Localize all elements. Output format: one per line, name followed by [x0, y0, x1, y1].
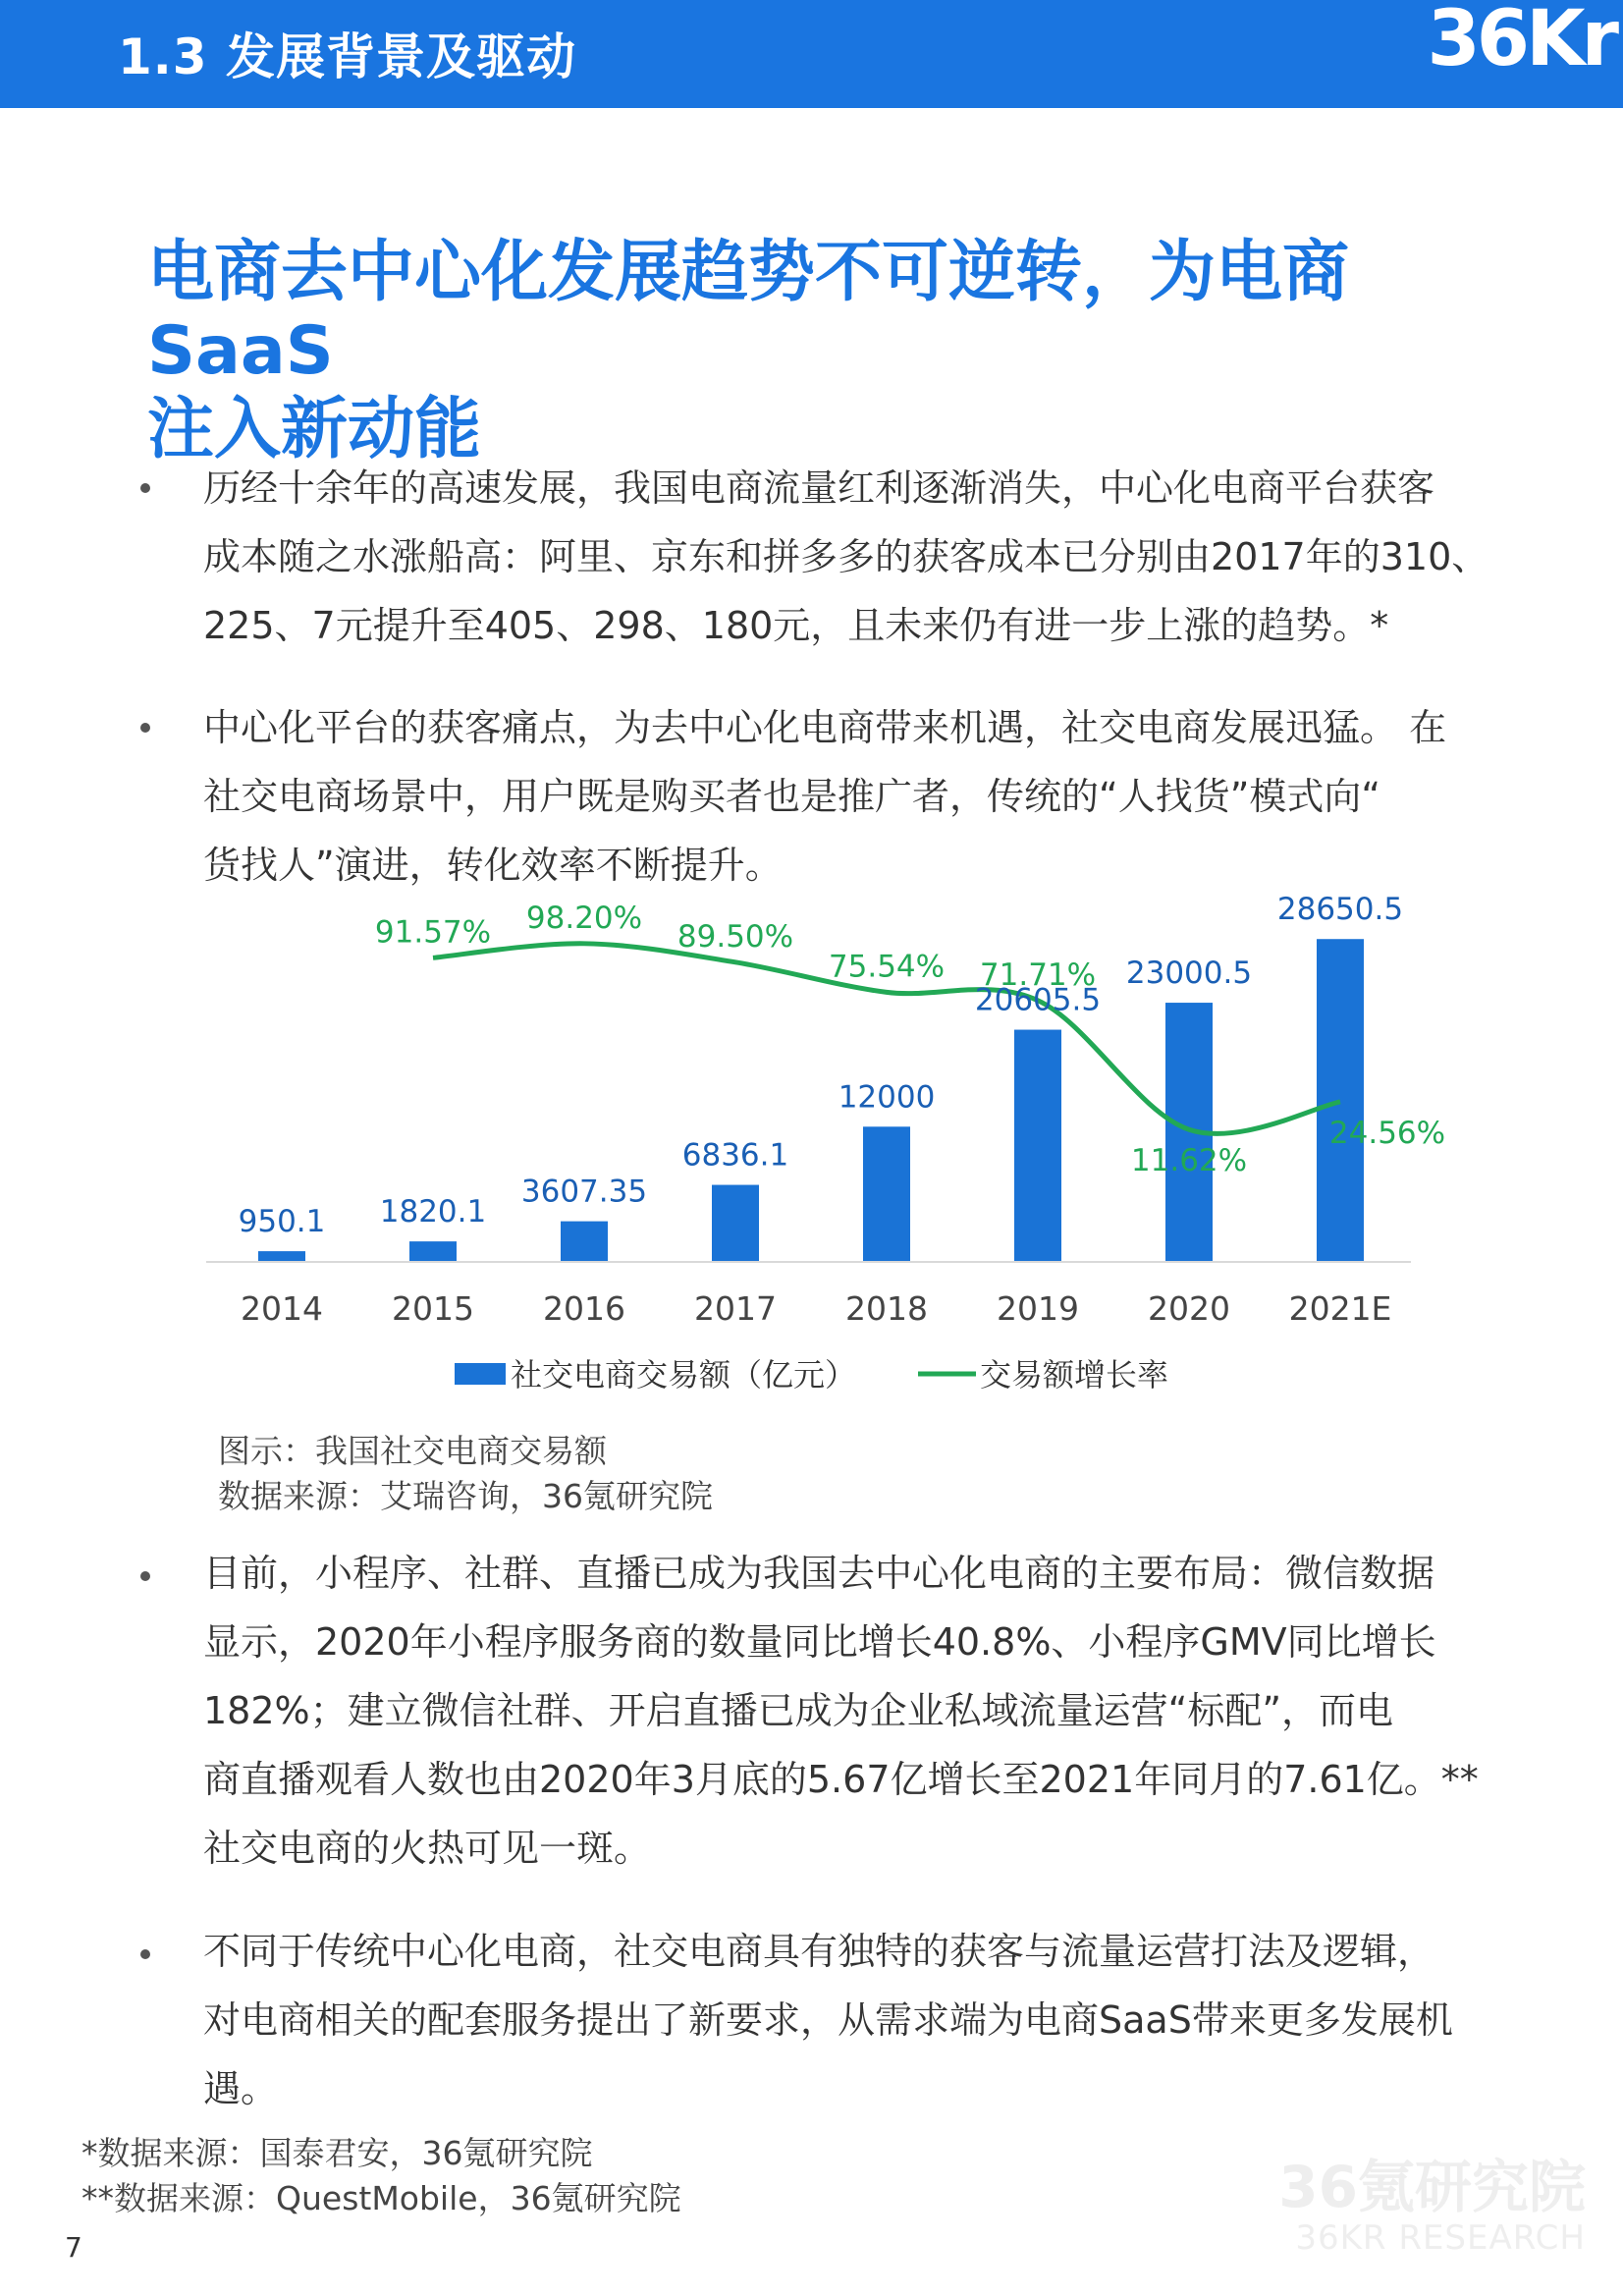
x-tick-label: 2018 — [845, 1289, 928, 1328]
social-ecommerce-chart — [177, 892, 1453, 1409]
paragraph-line: 不同于传统中心化电商，社交电商具有独特的获客与流量运营打法及逻辑， — [203, 1930, 1435, 1973]
bullet-paragraph-2 — [203, 693, 1509, 900]
x-tick-label: 2016 — [543, 1289, 625, 1328]
watermark-line-1: 36氪研究院 — [1278, 2154, 1586, 2220]
bar-value-label: 23000.5 — [1125, 956, 1253, 992]
bullet-paragraph-1 — [203, 454, 1509, 660]
legend-bar-label: 社交电商交易额（亿元） — [511, 1356, 857, 1394]
footnote-2: **数据来源：QuestMobile，36氪研究院 — [81, 2179, 681, 2217]
paragraph-line: 历经十余年的高速发展，我国电商流量红利逐渐消失，中心化电商平台获客 — [203, 466, 1435, 510]
bar-2014 — [258, 1251, 305, 1262]
growth-rate-label: 71.71% — [979, 957, 1097, 993]
chart-caption-title: 图示：我国社交电商交易额 — [218, 1432, 607, 1470]
growth-rate-label: 24.56% — [1328, 1115, 1446, 1151]
bar-value-label: 950.1 — [238, 1204, 326, 1240]
section-title: 1.3 发展背景及驱动 — [118, 28, 576, 85]
growth-rate-label: 11.62% — [1130, 1143, 1248, 1179]
paragraph-line: 225、7元提升至405、298、180元，且未来仍有进一步上涨的趋势。* — [203, 604, 1389, 647]
x-tick-label: 2021E — [1288, 1289, 1392, 1328]
bar-2015 — [409, 1241, 457, 1262]
chart-caption — [218, 1429, 713, 1519]
bar-2018 — [863, 1126, 910, 1262]
bar-value-label: 12000 — [838, 1079, 936, 1116]
paragraph-line: 显示，2020年小程序服务商的数量同比增长40.8%、小程序GMV同比增长 — [203, 1620, 1436, 1664]
brand-logo: 36Kr — [1427, 0, 1615, 83]
bar-value-label: 28650.5 — [1276, 892, 1404, 928]
growth-rate-label: 75.54% — [828, 949, 946, 985]
growth-rate-label: 91.57% — [374, 914, 492, 951]
bar-value-label: 20605.5 — [974, 982, 1102, 1018]
paragraph-line: 社交电商场景中，用户既是购买者也是推广者，传统的“人找货”模式向“ — [203, 775, 1381, 818]
watermark-line-2: 36KR RESEARCH — [1295, 2218, 1586, 2258]
bullet-paragraph-4 — [203, 1917, 1509, 2123]
chart-caption-source: 数据来源：艾瑞咨询，36氪研究院 — [218, 1477, 713, 1515]
x-tick-label: 2017 — [694, 1289, 777, 1328]
paragraph-line: 对电商相关的配套服务提出了新要求，从需求端为电商SaaS带来更多发展机 — [203, 1998, 1453, 2042]
paragraph-line: 遇。 — [203, 2067, 279, 2110]
bar-2016 — [561, 1222, 608, 1262]
paragraph-line: 成本随之水涨船高：阿里、京东和拼多多的获客成本已分别由2017年的310、 — [203, 535, 1489, 578]
paragraph-line: 182%；建立微信社群、开启直播已成为企业私域流量运营“标配”，而电 — [203, 1689, 1394, 1732]
bar-2019 — [1014, 1030, 1061, 1262]
bar-value-label: 1820.1 — [379, 1194, 487, 1230]
paragraph-line: 中心化平台的获客痛点，为去中心化电商带来机遇，社交电商发展迅猛。 在 — [203, 706, 1447, 749]
bullet-dot — [140, 1571, 150, 1581]
page-title-line-2: 注入新动能 — [147, 391, 482, 468]
bullet-paragraph-3 — [203, 1539, 1509, 1883]
page-title-line-1: 电商去中心化发展趋势不可逆转，为电商SaaS — [147, 234, 1350, 390]
watermark — [1278, 2156, 1586, 2258]
paragraph-line: 货找人”演进，转化效率不断提升。 — [203, 844, 783, 887]
paragraph-line: 目前，小程序、社群、直播已成为我国去中心化电商的主要布局：微信数据 — [203, 1552, 1435, 1595]
growth-rate-label: 89.50% — [676, 918, 794, 955]
paragraph-line: 商直播观看人数也由2020年3月底的5.67亿增长至2021年同月的7.61亿。** — [203, 1758, 1479, 1801]
bar-value-label: 3607.35 — [520, 1174, 648, 1210]
footnotes — [81, 2131, 681, 2221]
page-number: 7 — [65, 2231, 82, 2264]
bullet-dot — [140, 1949, 150, 1959]
paragraph-line: 社交电商的火热可见一斑。 — [203, 1827, 652, 1870]
x-ticks-layer — [241, 1289, 1391, 1328]
bar-2017 — [712, 1185, 759, 1262]
page-title — [147, 234, 1522, 469]
footnote-1: *数据来源：国泰君安，36氪研究院 — [81, 2134, 593, 2172]
bullet-dot — [140, 483, 150, 493]
x-tick-label: 2014 — [241, 1289, 323, 1328]
x-tick-label: 2019 — [997, 1289, 1079, 1328]
bar-2021E — [1317, 939, 1364, 1262]
bar-value-label: 6836.1 — [681, 1137, 789, 1174]
x-tick-label: 2015 — [392, 1289, 474, 1328]
x-tick-label: 2020 — [1148, 1289, 1230, 1328]
growth-rate-label: 98.20% — [525, 900, 643, 936]
legend-bar-swatch — [455, 1363, 506, 1385]
chart-legend — [455, 1356, 1168, 1394]
legend-line-label: 交易额增长率 — [980, 1356, 1169, 1394]
bullet-dot — [140, 723, 150, 733]
header-bar — [0, 0, 1623, 108]
